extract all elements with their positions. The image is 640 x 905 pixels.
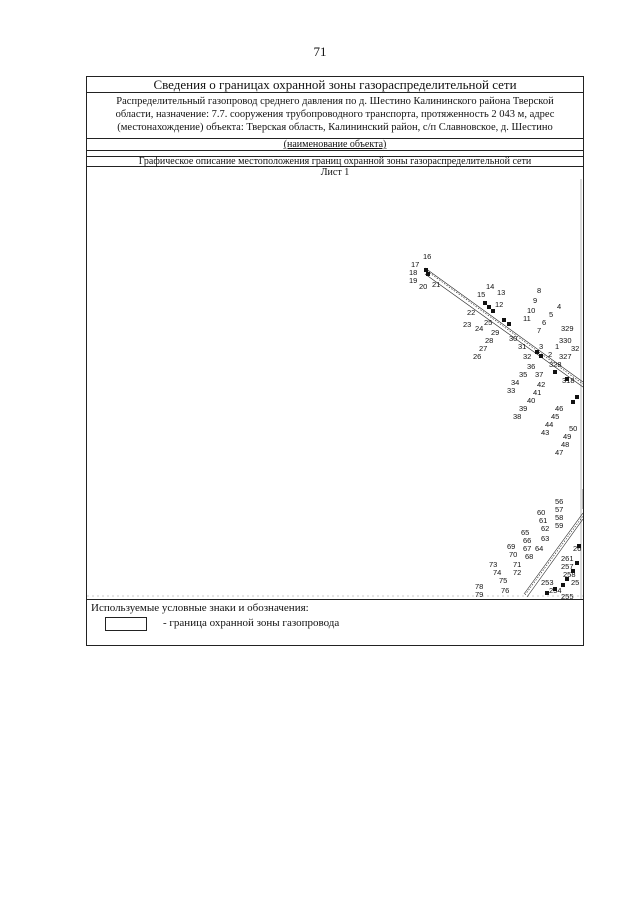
pipeline-corridor [425,268,583,597]
document-title: Сведения о границах охранной зоны газораспределительной сети [87,77,583,93]
map-label: 26 [473,352,482,361]
map-label: 79 [475,590,484,599]
map-label: 75 [499,576,508,585]
map-label: 40 [527,396,536,405]
map-label: 9 [533,296,538,305]
description-line: (местонахождение) объекта: Тверская область, Калининский район, с/п Славновское, д. Шестино [117,122,553,133]
map-label: 78 [475,582,484,591]
boundary-map [87,179,583,599]
map-label: 64 [535,544,544,553]
map-label: 45 [551,412,560,421]
document-frame [86,76,584,646]
map-label: 3 [539,342,544,351]
legend-item-text: - граница охранной зоны газопровода [163,617,340,629]
map-label: 66 [523,536,532,545]
map-label: 56 [555,497,564,506]
map-label: 26 [573,544,582,553]
map-label: 50 [569,424,578,433]
map-label: 33 [507,386,516,395]
map-label: 34 [511,378,520,387]
map-label: 7 [537,326,542,335]
map-label: 10 [527,306,536,315]
map-label: 65 [521,528,530,537]
map-label: 37 [535,370,544,379]
map-label: 17 [411,260,420,269]
map-label: 255 [561,592,574,599]
map-label: 254 [549,586,562,595]
legend-symbol [105,617,147,631]
map-label: 32 [571,344,580,353]
map-label: 8 [537,286,542,295]
map-label: 31 [518,342,527,351]
map-label: 4 [557,302,562,311]
sheet-label: Лист 1 [320,167,350,178]
map-label: 68 [525,552,534,561]
map-label: 35 [519,370,528,379]
map-label: 25 [484,318,493,327]
legend-title: Используемые условные знаки и обозначения: [91,602,309,614]
map-label: 38 [513,412,522,421]
object-label: (наименование объекта) [87,139,583,151]
map-label: 67 [523,544,532,553]
description-line: области, назначение: 7.7. сооружения трубопроводного транспорта, протяженность 2 043 м, адрес [115,109,555,120]
map-label: 41 [533,388,542,397]
map-label: 15 [477,290,486,299]
map-label: 22 [467,308,476,317]
legend-separator [87,599,583,600]
page-number: 71 [313,44,327,59]
map-label: 42 [537,380,546,389]
map-label: 257 [561,562,574,571]
map-label: 44 [545,420,554,429]
map-label: 49 [563,432,572,441]
map-label: 330 [559,336,572,345]
boundary-points [424,268,581,595]
map-label: 32 [523,352,532,361]
map-label: 71 [513,560,522,569]
map-label: 327 [559,352,572,361]
map-label: 62 [541,524,550,533]
map-label: 57 [555,505,564,514]
map-label: 16 [423,252,432,261]
graphic-title: Графическое описание местоположения границ охранной зоны газораспределительной сети [87,157,583,167]
map-label: 24 [475,324,484,333]
map-label: 36 [527,362,536,371]
map-label: 69 [507,542,516,551]
map-label: 73 [489,560,498,569]
map-label: 27 [479,344,488,353]
object-description [87,93,583,139]
map-label: 13 [497,288,506,297]
map-label: 2 [548,350,553,359]
map-label: 58 [555,513,564,522]
map-label: 328 [549,360,562,369]
map-label: 60 [537,508,546,517]
map-label: 23 [463,320,472,329]
map-label: 29 [491,328,500,337]
map-label: 12 [495,300,504,309]
map-label: 6 [542,318,547,327]
map-label: 258 [563,570,576,579]
map-label: 261 [561,554,574,563]
map-label: 14 [486,282,495,291]
map-label: 43 [541,428,550,437]
map-label: 72 [513,568,522,577]
map-label: 61 [539,516,548,525]
map-label: 28 [485,336,494,345]
map-label: 70 [509,550,518,559]
description-line: Распределительный газопровод среднего давления по д. Шестино Калининского района Тверской [116,96,554,107]
map-label: 39 [519,404,528,413]
map-label: 19 [409,276,418,285]
map-label: 21 [432,280,441,289]
map-label: 5 [549,310,554,319]
map-label: 76 [501,586,510,595]
map-label: 30 [509,334,518,343]
map-label: 59 [555,521,564,530]
map-label: 25 [571,578,580,587]
point-labels [409,252,581,599]
map-label: 46 [555,404,564,413]
map-label: 48 [561,440,570,449]
map-label: 329 [561,324,574,333]
map-label: 74 [493,568,502,577]
map-label: 253 [541,578,554,587]
map-label: 18 [409,268,418,277]
map-label: 1 [555,342,560,351]
map-label: 63 [541,534,550,543]
map-label: 20 [419,282,428,291]
map-label: 47 [555,448,564,457]
map-label: 11 [523,314,531,323]
map-label: 318 [562,376,575,385]
